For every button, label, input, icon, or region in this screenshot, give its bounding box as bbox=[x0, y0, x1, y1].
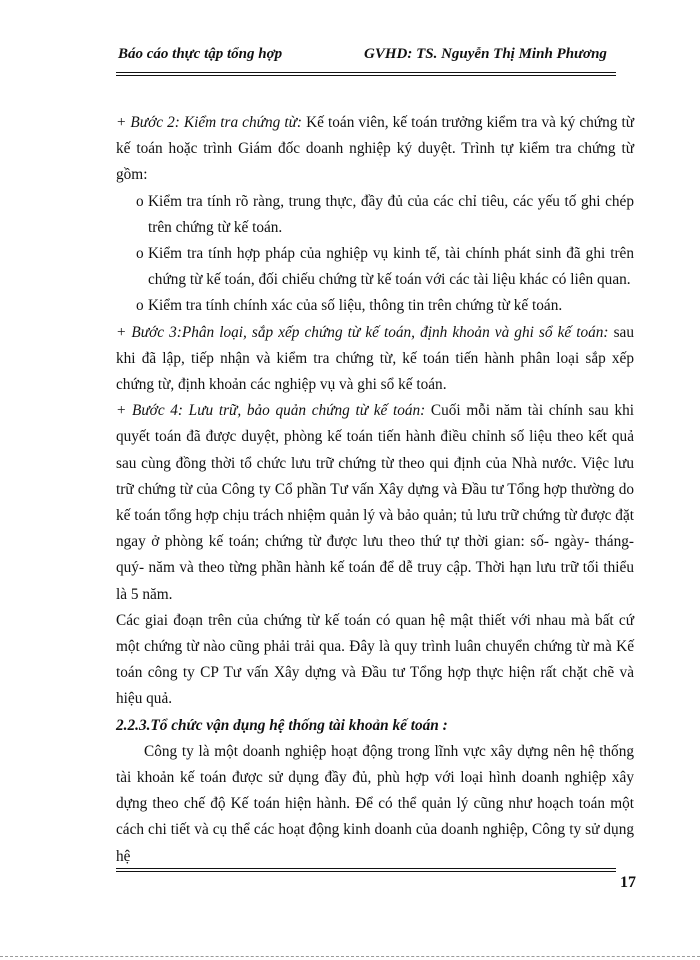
step-3-text: sau khi đã lập, tiếp nhận và kiểm tra chứng từ, kế toán tiến hành phân loại sắp xếp chứng từ, định khoản các nghiệp vụ và ghi sổ kế toán. bbox=[116, 323, 634, 394]
summary-paragraph: Các giai đoạn trên của chứng từ kế toán có quan hệ mật thiết với nhau mà bất cứ một chứng từ nào cũng phải trải qua. Đây là quy trình luân chuyển chứng từ mà Kế toán công ty CP Tư vấn Xây dựng và Đầu tư Tổng hợp thực hiện rất chặt chẽ và hiệu quả. bbox=[116, 611, 634, 708]
step-2-text: Kế toán viên, kế toán trưởng kiểm tra và ký chứng từ kế toán hoặc trình Giám đốc doanh nghiệp ký duyệt. Trình tự kiểm tra chứng từ gồm: bbox=[116, 114, 634, 184]
step-4-paragraph bbox=[116, 398, 634, 608]
bullet-item bbox=[116, 241, 634, 293]
step-3-paragraph bbox=[116, 320, 634, 399]
bullet-text: Kiểm tra tính hợp pháp của nghiệp vụ kinh tế, tài chính phát sinh đã ghi trên chứng từ kế toán, đối chiếu chứng từ kế toán với các tài liệu khác có liên quan. bbox=[148, 245, 634, 289]
bullet-text: Kiểm tra tính rõ ràng, trung thực, đầy đủ của các chỉ tiêu, các yếu tố ghi chép trên chứng từ kế toán. bbox=[148, 192, 634, 236]
bullet-item bbox=[116, 293, 634, 319]
bullet-text: Kiểm tra tính chính xác của số liệu, thông tin trên chứng từ kế toán. bbox=[148, 297, 563, 315]
page-number: 17 bbox=[620, 874, 636, 891]
section-heading: 2.2.3.Tổ chức vận dụng hệ thống tài khoản kế toán : bbox=[116, 716, 448, 734]
header-divider bbox=[116, 72, 616, 76]
step-4-text: Cuối mỗi năm tài chính sau khi quyết toán đã được duyệt, phòng kế toán tiến hành điều chỉnh số liệu theo kết quả sau cùng đồng thời tổ chức lưu trữ chứng từ theo qui định của Nhà nước. Việc lưu trữ chứng từ của Công ty Cổ phần Tư vấn Xây dựng và Đầu tư Tổng hợp thường do kế toán tổng hợp chịu trách nhiệm quản lý và bảo quản; tủ lưu trữ chứng từ được đặt ngay ở phòng kế toán; chứng từ được lưu theo thứ tự thời gian: số- ngày- tháng- quý- năm và theo từng phần hành kế toán để dễ truy cập. Thời hạn lưu trữ tối thiểu là 5 năm. bbox=[116, 402, 634, 603]
page-header bbox=[116, 46, 616, 68]
step-4-label: + Bước 4: Lưu trữ, bảo quản chứng từ kế toán: bbox=[116, 402, 426, 420]
bullet-marker: o bbox=[136, 297, 144, 315]
step-2-paragraph bbox=[116, 110, 634, 189]
step-3-label: + Bước 3:Phân loại, sắp xếp chứng từ kế toán, định khoản và ghi sổ kế toán: bbox=[116, 323, 609, 341]
page-bottom-border bbox=[0, 956, 700, 957]
footer-divider bbox=[116, 868, 616, 872]
bullet-item bbox=[116, 189, 634, 241]
bullet-marker: o bbox=[136, 192, 144, 210]
step-2-label: + Bước 2: Kiểm tra chứng từ: bbox=[116, 114, 303, 131]
bullet-marker: o bbox=[136, 245, 144, 263]
report-title: Báo cáo thực tập tổng hợp bbox=[118, 46, 283, 62]
supervisor-name: GVHD: TS. Nguyễn Thị Minh Phương bbox=[364, 46, 607, 62]
document-body bbox=[116, 110, 634, 870]
section-paragraph: Công ty là một doanh nghiệp hoạt động trong lĩnh vực xây dựng nên hệ thống tài khoản kế toán được sử dụng đầy đủ, phù hợp với loại hình doanh nghiệp xây dựng theo chế độ Kế toán hiện hành. Để có thể quản lý cũng như hoạch toán một cách chi tiết và cụ thể các hoạt động kinh doanh của doanh nghiệp, Công ty sử dụng hệ bbox=[116, 742, 634, 865]
